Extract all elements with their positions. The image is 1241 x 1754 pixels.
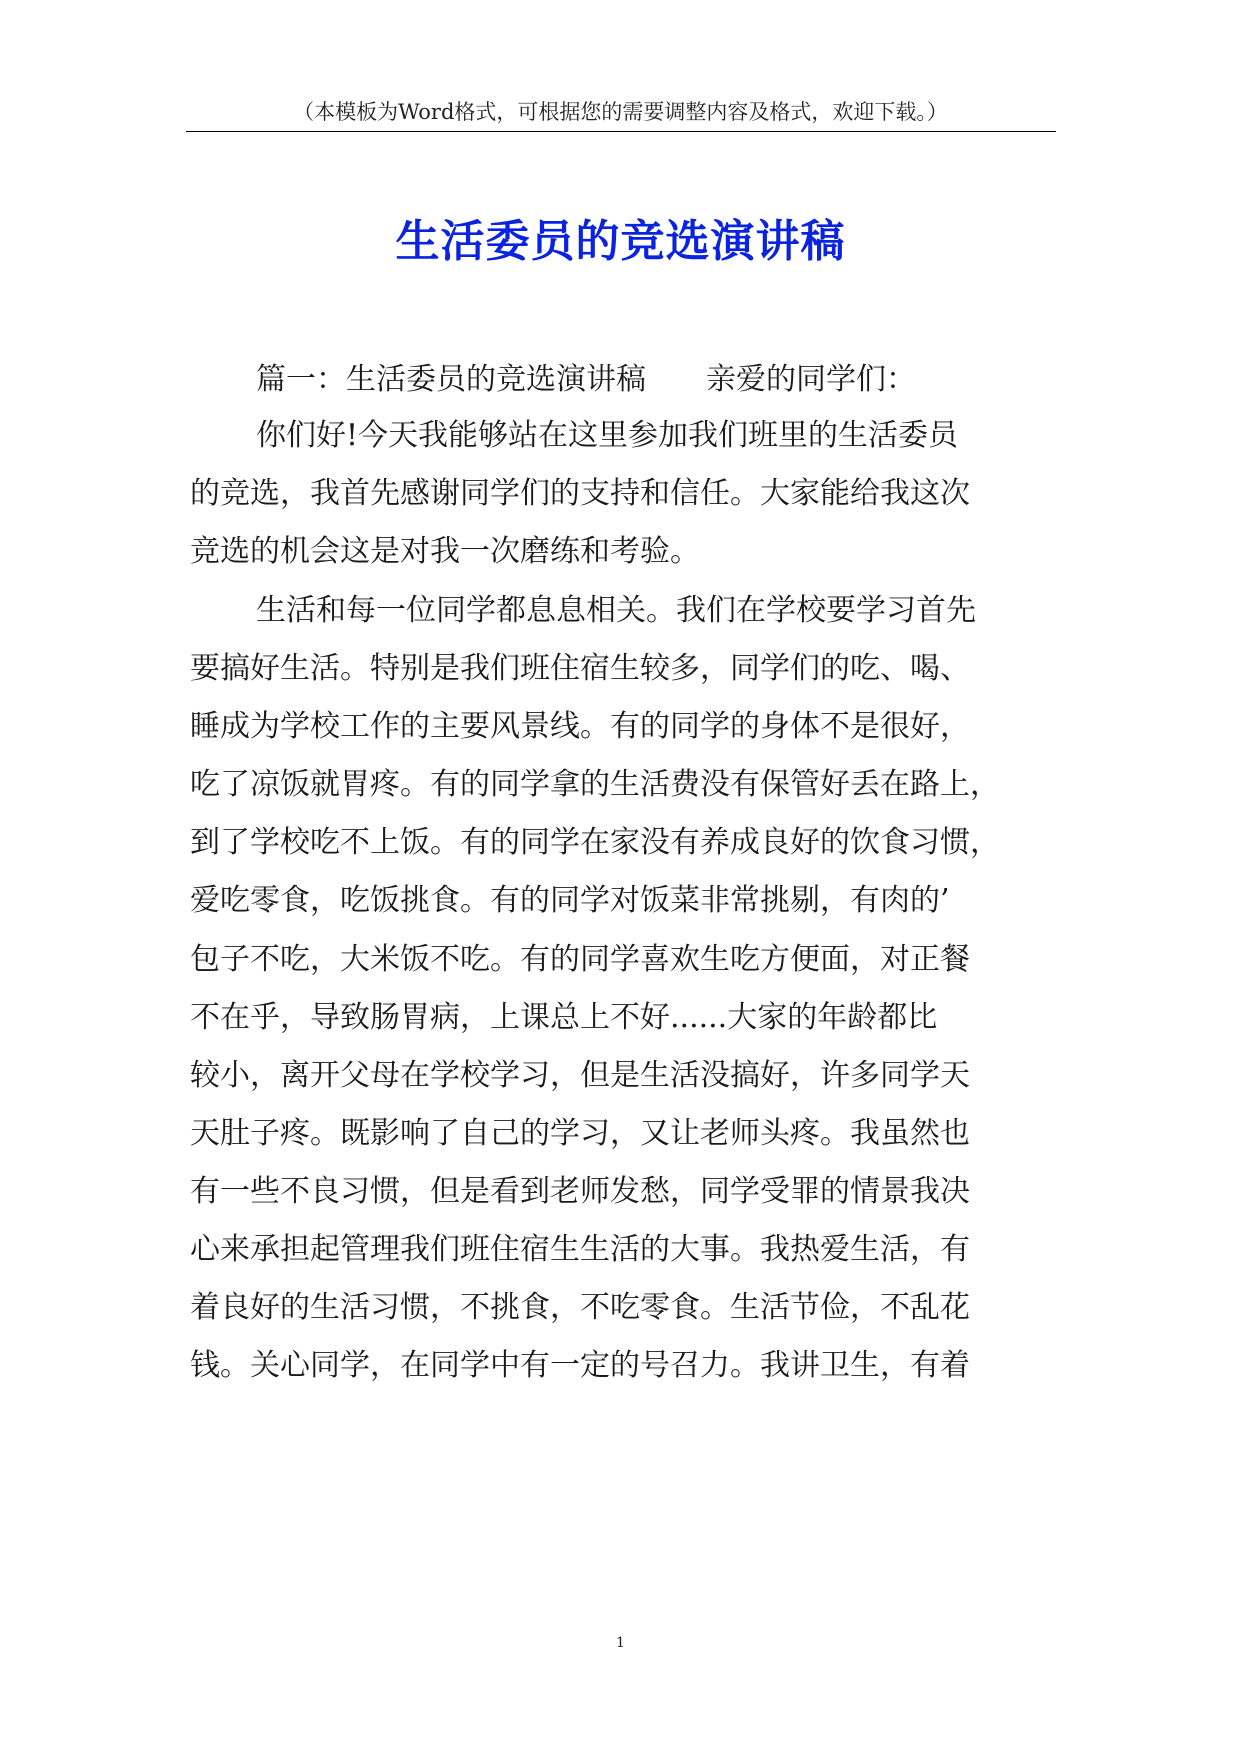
body-line: 的竞选，我首先感谢同学们的支持和信任。大家能给我这次 [190, 476, 970, 511]
body-line: 生活和每一位同学都息息相关。我们在学校要学习首先 [256, 593, 976, 628]
body-line: 较小，离开父母在学校学习，但是生活没搞好，许多同学天 [190, 1058, 970, 1093]
body-line: 心来承担起管理我们班住宿生生活的大事。我热爱生活，有 [190, 1232, 970, 1267]
body-line: 钱。关心同学，在同学中有一定的号召力。我讲卫生，有着 [190, 1348, 970, 1383]
body-line: 篇一：生活委员的竞选演讲稿 亲爱的同学们： [256, 362, 916, 397]
body-line: 到了学校吃不上饭。有的同学在家没有养成良好的饮食习惯， [190, 825, 1000, 860]
page-number: 1 [616, 1635, 625, 1651]
body-line: 睡成为学校工作的主要风景线。有的同学的身体不是很好， [190, 709, 970, 744]
body-line: 着良好的生活习惯，不挑食，不吃零食。生活节俭，不乱花 [190, 1290, 970, 1325]
body-line: 要搞好生活。特别是我们班住宿生较多，同学们的吃、喝、 [190, 651, 970, 686]
body-line: 不在乎，导致肠胃病，上课总上不好......大家的年龄都比 [190, 1000, 938, 1035]
body-line: 包子不吃，大米饭不吃。有的同学喜欢生吃方便面，对正餐 [190, 942, 970, 977]
header-rule [186, 131, 1056, 132]
body-line: 有一些不良习惯，但是看到老师发愁，同学受罪的情景我决 [190, 1174, 970, 1209]
body-line: 天肚子疼。既影响了自己的学习，又让老师头疼。我虽然也 [190, 1116, 970, 1151]
header-note: （本模板为Word格式，可根据您的需要调整内容及格式，欢迎下载。） [293, 100, 948, 124]
body-line: 你们好!今天我能够站在这里参加我们班里的生活委员 [256, 418, 959, 453]
document-title: 生活委员的竞选演讲稿 [395, 216, 846, 267]
body-line: 爱吃零食，吃饭挑食。有的同学对饭菜非常挑剔，有肉的’ [190, 883, 950, 918]
body-line: 吃了凉饭就胃疼。有的同学拿的生活费没有保管好丢在路上， [190, 767, 1000, 802]
body-line: 竞选的机会这是对我一次磨练和考验。 [190, 534, 700, 569]
